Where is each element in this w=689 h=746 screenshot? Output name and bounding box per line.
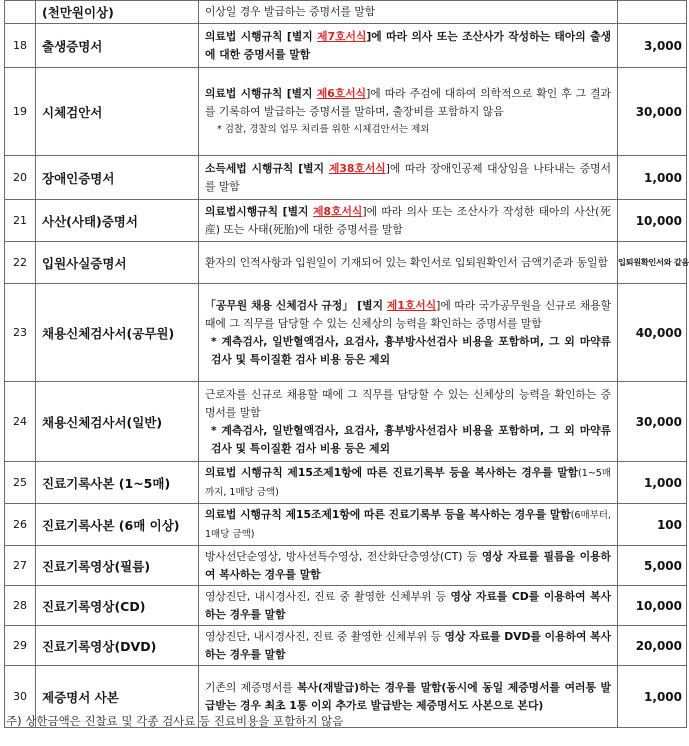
item-fee: 5,000	[618, 546, 687, 586]
item-description: 소득세법 시행규칙 [별지 제38호서식]에 따라 장애인공제 대상임을 나타내는 증명서를 말함	[199, 156, 618, 200]
item-name: 장애인증명서	[36, 156, 199, 200]
row-number: 23	[5, 284, 36, 382]
item-fee: 100	[618, 504, 687, 546]
item-description: 「공무원 채용 신체검사 규정」 [별지 제1호서식]에 따라 국가공무원을 신규로 채용할 때에 그 직무를 담당할 수 있는 신체상의 능력을 확인하는 증명서를 말함 * 계측검사, 일반혈액검사, 요검사, 흉부방사선검사 비용을 포함하며, 그 외 마약류 검사 및 특이질환 검사 비용 등은 제외	[199, 284, 618, 382]
row-number: 18	[5, 24, 36, 68]
item-fee	[618, 1, 687, 24]
table-row	[5, 504, 687, 546]
item-description: 의료법 시행규칙 [별지 제6호서식]에 따라 주검에 대하여 의학적으로 확인 후 그 결과를 기록하여 발급하는 증명서를 말하며, 출장비를 포함하지 않음 * 검찰, 경찰의 업무 처리를 위한 시체검안서는 제외	[199, 68, 618, 156]
item-name: 진료기록영상(DVD)	[36, 626, 199, 666]
item-fee: 30,000	[618, 382, 687, 462]
item-fee: 1,000	[618, 666, 687, 728]
item-name: 제증명서 사본	[36, 666, 199, 728]
item-name: 진료기록사본 (6매 이상)	[36, 504, 199, 546]
table-row	[5, 626, 687, 666]
item-description: 영상진단, 내시경사진, 진료 중 촬영한 신체부위 등 영상 자료를 CD를 이용하여 복사하는 경우를 말함	[199, 586, 618, 626]
table-row	[5, 382, 687, 462]
form-link[interactable]: 제7호서식	[317, 29, 367, 43]
row-number: 20	[5, 156, 36, 200]
row-number: 29	[5, 626, 36, 666]
item-fee: 1,000	[618, 156, 687, 200]
table-row	[5, 242, 687, 284]
row-number: 28	[5, 586, 36, 626]
table-row	[5, 462, 687, 504]
form-link[interactable]: 제6호서식	[316, 86, 367, 100]
item-note: * 계측검사, 일반혈액검사, 요검사, 흉부방사선검사 비용을 포함하며, 그 외 마약류 검사 및 특이질환 검사 비용 등은 제외	[211, 334, 611, 366]
item-name: 진료기록영상(필름)	[36, 546, 199, 586]
item-description: 환자의 인적사항과 입원일이 기재되어 있는 확인서로 입퇴원확인서 금액기준과 동일함	[199, 242, 618, 284]
item-description: 방사선단순영상, 방사선특수영상, 전산화단층영상(CT) 등 영상 자료를 필름을 이용하여 복사하는 경우를 말함	[199, 546, 618, 586]
table-row	[5, 284, 687, 382]
table-row	[5, 68, 687, 156]
item-name: 시체검안서	[36, 68, 199, 156]
row-number: 24	[5, 382, 36, 462]
item-description: 의료법 시행규칙 제15조제1항에 따른 진료기록부 등을 복사하는 경우를 말함(6매부터, 1매당 금액)	[199, 504, 618, 546]
item-name: 진료기록영상(CD)	[36, 586, 199, 626]
item-name: (천만원이상)	[36, 1, 199, 24]
item-fee: 3,000	[618, 24, 687, 68]
item-fee: 40,000	[618, 284, 687, 382]
item-description: 기존의 제증명서를 복사(재발급)하는 경우를 말함(동시에 동일 제증명서를 여러통 발급받는 경우 최초 1통 이외 추가로 발급받는 제증명서도 사본으로 본다)	[199, 666, 618, 728]
item-name: 채용신체검사서(공무원)	[36, 284, 199, 382]
form-link[interactable]: 제1호서식	[386, 298, 437, 312]
item-name: 사산(사태)증명서	[36, 200, 199, 242]
row-number: 21	[5, 200, 36, 242]
table-row	[5, 546, 687, 586]
item-name: 출생증명서	[36, 24, 199, 68]
item-fee: 10,000	[618, 586, 687, 626]
footnote: 주) 상한금액은 진찰료 및 각종 검사료 등 진료비용을 포함하지 않음	[6, 714, 344, 728]
item-description: 근로자를 신규로 채용할 때에 그 직무를 담당할 수 있는 신체상의 능력을 확인하는 증명서를 말함 * 계측검사, 일반혈액검사, 요검사, 흉부방사선검사 비용을 포함하며, 그 외 마약류 검사 및 특이질환 검사 비용 등은 제외	[199, 382, 618, 462]
row-number: 19	[5, 68, 36, 156]
row-number: 27	[5, 546, 36, 586]
fee-table	[4, 0, 687, 728]
row-number	[5, 1, 36, 24]
item-description: 의료법시행규칙 [별지 제8호서식]에 따라 의사 또는 조산사가 작성한 태아의 사산(死産) 또는 사태(死胎)에 대한 증명서를 말함	[199, 200, 618, 242]
item-description: 영상진단, 내시경사진, 진료 중 촬영한 신체부위 등 영상 자료를 DVD를 이용하여 복사하는 경우를 말함	[199, 626, 618, 666]
item-fee: 30,000	[618, 68, 687, 156]
item-note: * 계측검사, 일반혈액검사, 요검사, 흉부방사선검사 비용을 포함하며, 그 외 마약류 검사 및 특이질환 검사 비용 등은 제외	[211, 423, 611, 455]
item-name: 진료기록사본 (1~5매)	[36, 462, 199, 504]
item-name: 입원사실증명서	[36, 242, 199, 284]
form-link[interactable]: 제8호서식	[313, 204, 363, 218]
row-number: 22	[5, 242, 36, 284]
table-row	[5, 1, 687, 24]
item-description: 의료법 시행규칙 [별지 제7호서식]에 따라 의사 또는 조산사가 작성하는 태아의 출생에 대한 증명서를 말함	[199, 24, 618, 68]
row-number: 26	[5, 504, 36, 546]
form-link[interactable]: 제38호서식	[328, 161, 386, 175]
item-note: * 검찰, 경찰의 업무 처리를 위한 시체검안서는 제외	[217, 123, 430, 135]
table-row	[5, 24, 687, 68]
row-number: 25	[5, 462, 36, 504]
item-fee: 1,000	[618, 462, 687, 504]
table-row	[5, 156, 687, 200]
item-name: 채용신체검사서(일반)	[36, 382, 199, 462]
item-fee: 20,000	[618, 626, 687, 666]
item-fee: 입퇴원확인서와 같음	[618, 242, 687, 284]
item-description: 이상일 경우 발급하는 증명서를 말함	[199, 1, 618, 24]
table-row	[5, 200, 687, 242]
item-description: 의료법 시행규칙 제15조제1항에 따른 진료기록부 등을 복사하는 경우를 말함(1~5매까지, 1매당 금액)	[199, 462, 618, 504]
item-fee: 10,000	[618, 200, 687, 242]
table-row	[5, 586, 687, 626]
row-number: 30	[5, 666, 36, 728]
